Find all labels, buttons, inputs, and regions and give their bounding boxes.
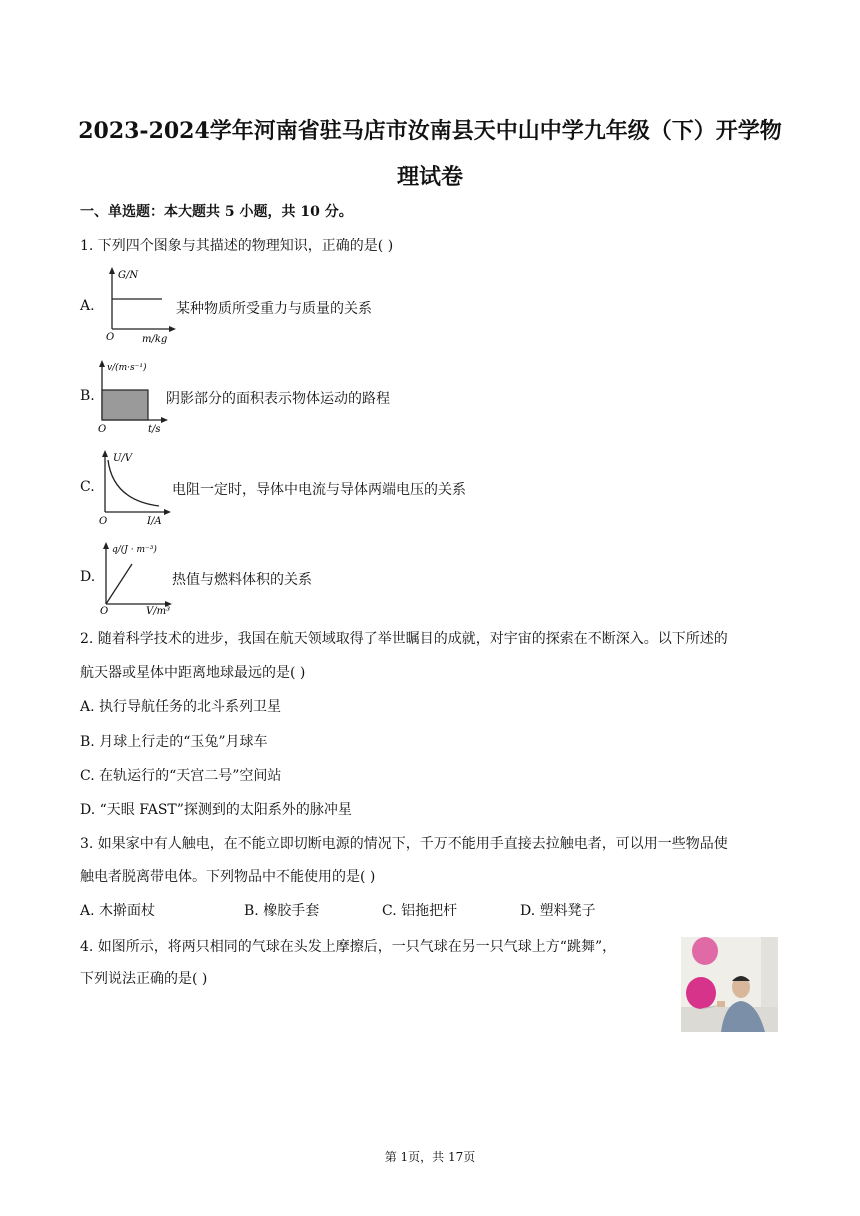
y-axis-arrow [103, 542, 109, 549]
q1-option-b-letter: B. [80, 388, 95, 404]
y-axis-arrow [109, 267, 115, 274]
q2-option-b: B. 月球上行走的“玉兔”月球车 [80, 734, 268, 750]
x-axis-arrow [169, 326, 176, 332]
x-axis-label: t/s [148, 424, 161, 435]
q1-option-d-text: 热值与燃料体积的关系 [172, 572, 312, 588]
q2-option-c: C. 在轨运行的“天宫二号”空间站 [80, 768, 282, 784]
q1-option-d-letter: D. [80, 569, 96, 585]
origin-label: O [99, 516, 108, 527]
q2-stem-line-2: 航天器或星体中距离地球最远的是( ) [80, 665, 306, 681]
q1-graph-a [98, 265, 178, 345]
x-axis-label: V/m³ [146, 606, 171, 617]
q4-stem-line-2: 下列说法正确的是( ) [80, 971, 208, 987]
y-axis-label: G/N [118, 270, 139, 281]
upper-balloon [692, 937, 718, 965]
page-footer: 第 1页，共 17页 [384, 1150, 476, 1164]
q1-graph-b [94, 358, 174, 438]
q1-option-a-letter: A. [80, 298, 95, 314]
y-axis-label: v/(m·s⁻¹) [107, 363, 147, 373]
y-axis-label: q/(J · m⁻³) [112, 545, 157, 555]
x-axis-label: I/A [147, 516, 162, 527]
q2-stem-line-1: 2. 随着科学技术的进步，我国在航天领域取得了举世瞩目的成就，对宇宙的探索在不断深入。以下所述的 [80, 631, 728, 647]
shaded-area [102, 390, 148, 420]
graph-line [106, 564, 132, 604]
exam-title [60, 108, 800, 200]
q1-option-c-text: 电阻一定时，导体中电流与导体两端电压的关系 [172, 482, 466, 498]
lower-balloon [686, 977, 716, 1009]
q1-graph-c [95, 448, 175, 528]
decay-curve [108, 460, 159, 506]
q1-option-b-text: 阴影部分的面积表示物体运动的路程 [166, 391, 390, 407]
q3-stem-line-1: 3. 如果家中有人触电，在不能立即切断电源的情况下，千万不能用手直接去拉触电者，可以用一些物品使 [80, 836, 728, 852]
q1-graph-d [98, 538, 178, 618]
q1-option-c-letter: C. [80, 479, 95, 495]
balloon-photo-illustration [681, 937, 778, 1032]
origin-label: O [98, 424, 107, 435]
q2-option-d: D. “天眼 FAST”探测到的太阳系外的脉冲星 [80, 802, 352, 818]
x-axis-arrow [164, 509, 171, 515]
q2-option-a: A. 执行导航任务的北斗系列卫星 [80, 699, 282, 715]
section-heading: 一、单选题：本大题共 5 小题，共 10 分。 [80, 204, 353, 220]
q3-stem-line-2: 触电者脱离带电体。下列物品中不能使用的是( ) [80, 869, 376, 885]
q4-stem-line-1: 4. 如图所示，将两只相同的气球在头发上摩擦后，一只气球在另一只气球上方“跳舞”， [80, 939, 617, 955]
x-axis-label: m/kg [142, 334, 168, 345]
origin-label: O [106, 332, 115, 343]
x-axis-arrow [161, 417, 168, 423]
y-axis-arrow [102, 450, 108, 457]
origin-label: O [100, 606, 109, 617]
balloon-photo [681, 937, 778, 1032]
q3-option-c: C. 铝拖把杆 [382, 903, 458, 919]
title-line-1: 2023-2024学年河南省驻马店市汝南县天中山中学九年级（下）开学物 [78, 118, 782, 144]
q1-option-a-text: 某种物质所受重力与质量的关系 [176, 301, 372, 317]
q1-stem: 1. 下列四个图象与其描述的物理知识，正确的是( ) [80, 238, 394, 254]
title-line-2: 理试卷 [396, 164, 463, 190]
y-axis-label: U/V [113, 453, 133, 464]
q3-option-b: B. 橡胶手套 [244, 903, 320, 919]
q3-option-d: D. 塑料凳子 [520, 903, 596, 919]
q3-option-a: A. 木擀面杖 [80, 903, 156, 919]
y-axis-arrow [99, 360, 105, 367]
